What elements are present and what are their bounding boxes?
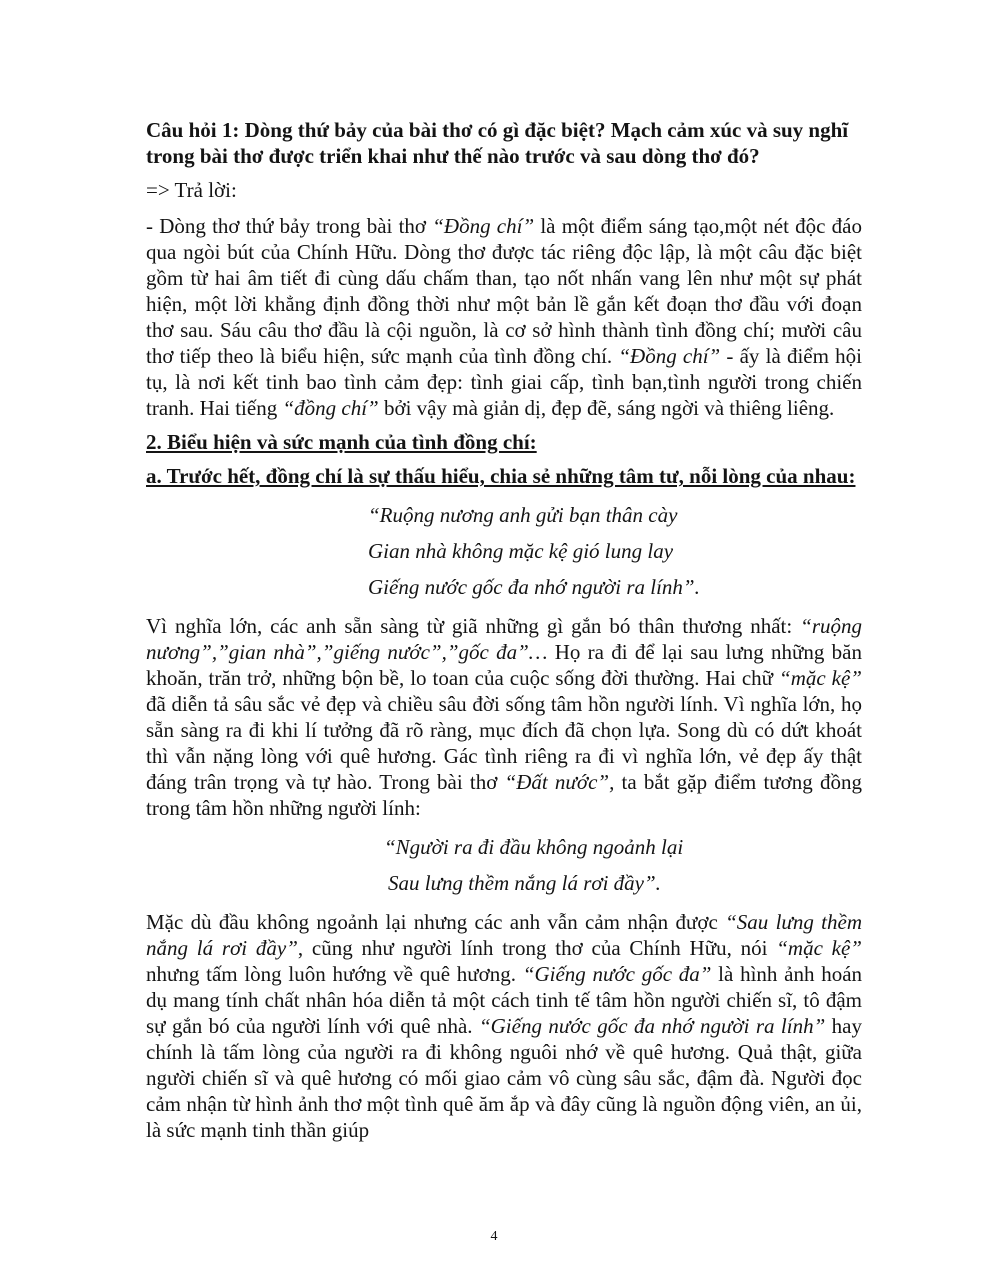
text-run: , cũng như người lính trong thơ của Chính Hữu, nói <box>297 936 777 960</box>
text-run: là một điểm sáng tạo,một nét độc đáo qua ngòi bút của Chính Hữu. Dòng thơ được tác riêng độc lập, là một câu đặc biệt gồm từ hai âm tiết đi cùng dấu chấm than, tạo nốt nhấn vang lên như một sự phát hiện, một lời khẳng định đồng thời như một bản lề gắn kết đoạn thơ đầu với đoạn thơ sau. Sáu câu thơ đầu là cội nguồn, là cơ sở hình thành tình đồng chí; mười câu thơ tiếp theo là biểu hiện, sức mạnh của tình đồng chí. <box>146 214 862 368</box>
question-heading: Câu hỏi 1: Dòng thứ bảy của bài thơ có gì đặc biệt? Mạch cảm xúc và suy nghĩ trong bài thơ được triển khai như thế nào trước và sau dòng thơ đó? <box>146 118 849 168</box>
poem-line: “Người ra đi đầu không ngoảnh lại <box>384 835 684 859</box>
poem-excerpt <box>146 829 862 901</box>
answer-paragraph <box>146 213 862 421</box>
poem-excerpt <box>146 497 862 605</box>
text-run: ta bắt gặp điểm tương đồng trong tâm hồn những người lính: <box>146 770 862 820</box>
italic-quote: “Đồng chí” <box>432 214 535 238</box>
text-run: Họ ra đi để lại sau lưng những băn khoăn, trăn trở, những bộn bề, lo toan của cuộc sống đời thường. Hai chữ <box>146 640 862 690</box>
italic-quote: “Giếng nước gốc đa nhớ người ra lính” <box>478 1014 826 1038</box>
italic-quote: “mặc kệ” <box>776 936 862 960</box>
italic-quote: “Đồng chí” <box>618 344 721 368</box>
subsection-heading: a. Trước hết, đồng chí là sự thấu hiểu, chia sẻ những tâm tư, nỗi lòng của nhau: <box>146 464 856 488</box>
text-run: hay chính là tấm lòng của người ra đi không nguôi nhớ về quê hương. Quả thật, giữa người chiến sĩ và quê hương có mối giao cảm vô cùng sâu sắc, đậm đà. Người đọc cảm nhận từ hình ảnh thơ một tình quê ăm ắp và đây cũng là nguồn động viên, an ủi, là sức mạnh tinh thần giúp <box>146 1014 862 1142</box>
analysis-paragraph <box>146 613 862 821</box>
italic-quote: “Sau lưng thềm nắng lá rơi đầy” <box>146 910 862 960</box>
section-heading: 2. Biểu hiện và sức mạnh của tình đồng chí: <box>146 430 537 454</box>
answer-label: => Trả lời: <box>146 178 237 202</box>
italic-quote: “ruộng nương”,”gian nhà”,”giếng nước”,”gốc đa”… <box>146 614 862 664</box>
poem-line: Sau lưng thềm nắng lá rơi đầy”. <box>388 871 661 895</box>
poem-line: Gian nhà không mặc kệ gió lung lay <box>368 539 674 563</box>
analysis-paragraph <box>146 909 862 1143</box>
text-run: nhưng tấm lòng luôn hướng về quê hương. <box>146 962 523 986</box>
italic-quote: “đồng chí” <box>282 396 379 420</box>
italic-quote: “mặc kệ” <box>779 666 862 690</box>
text-run: đã diễn tả sâu sắc vẻ đẹp và chiều sâu đời sống tâm hồn người lính. Vì nghĩa lớn, họ sẵn sàng ra đi khi lí tưởng đã rõ ràng, mục đích đã chọn lựa. Song dù có dứt khoát thì vẫn nặng lòng với quê hương. Gác tình riêng ra đi vì nghĩa lớn, vẻ đẹp ấy thật đáng trân trọng và tự hào. Trong bài thơ <box>146 692 862 794</box>
document-page <box>146 117 862 1151</box>
text-run: Vì nghĩa lớn, các anh sẵn sàng từ giã những gì gắn bó thân thương nhất: <box>146 614 801 638</box>
text-run: - Dòng thơ thứ bảy trong bài thơ <box>146 214 433 238</box>
italic-quote: “Giếng nước gốc đa” <box>522 962 712 986</box>
text-run: - ấy là điểm hội tụ, là nơi kết tinh bao tình cảm đẹp: tình giai cấp, tình bạn,tình người trong chiến tranh. Hai tiếng <box>146 344 862 420</box>
poem-line: Giếng nước gốc đa nhớ người ra lính”. <box>368 575 700 599</box>
poem-line: “Ruộng nương anh gửi bạn thân cày <box>368 503 678 527</box>
italic-quote: “Đất nước”, <box>504 770 615 794</box>
page-number: 4 <box>490 1229 498 1244</box>
text-run: Mặc dù đầu không ngoảnh lại nhưng các anh vẫn cảm nhận được <box>146 910 726 934</box>
text-run: là hình ảnh hoán dụ mang tính chất nhân hóa diễn tả một cách tinh tế tâm hồn người chiến sĩ, tô đậm sự gắn bó của người lính với quê nhà. <box>146 962 863 1038</box>
text-run: bởi vậy mà giản dị, đẹp đẽ, sáng ngời và thiêng liêng. <box>378 396 835 420</box>
